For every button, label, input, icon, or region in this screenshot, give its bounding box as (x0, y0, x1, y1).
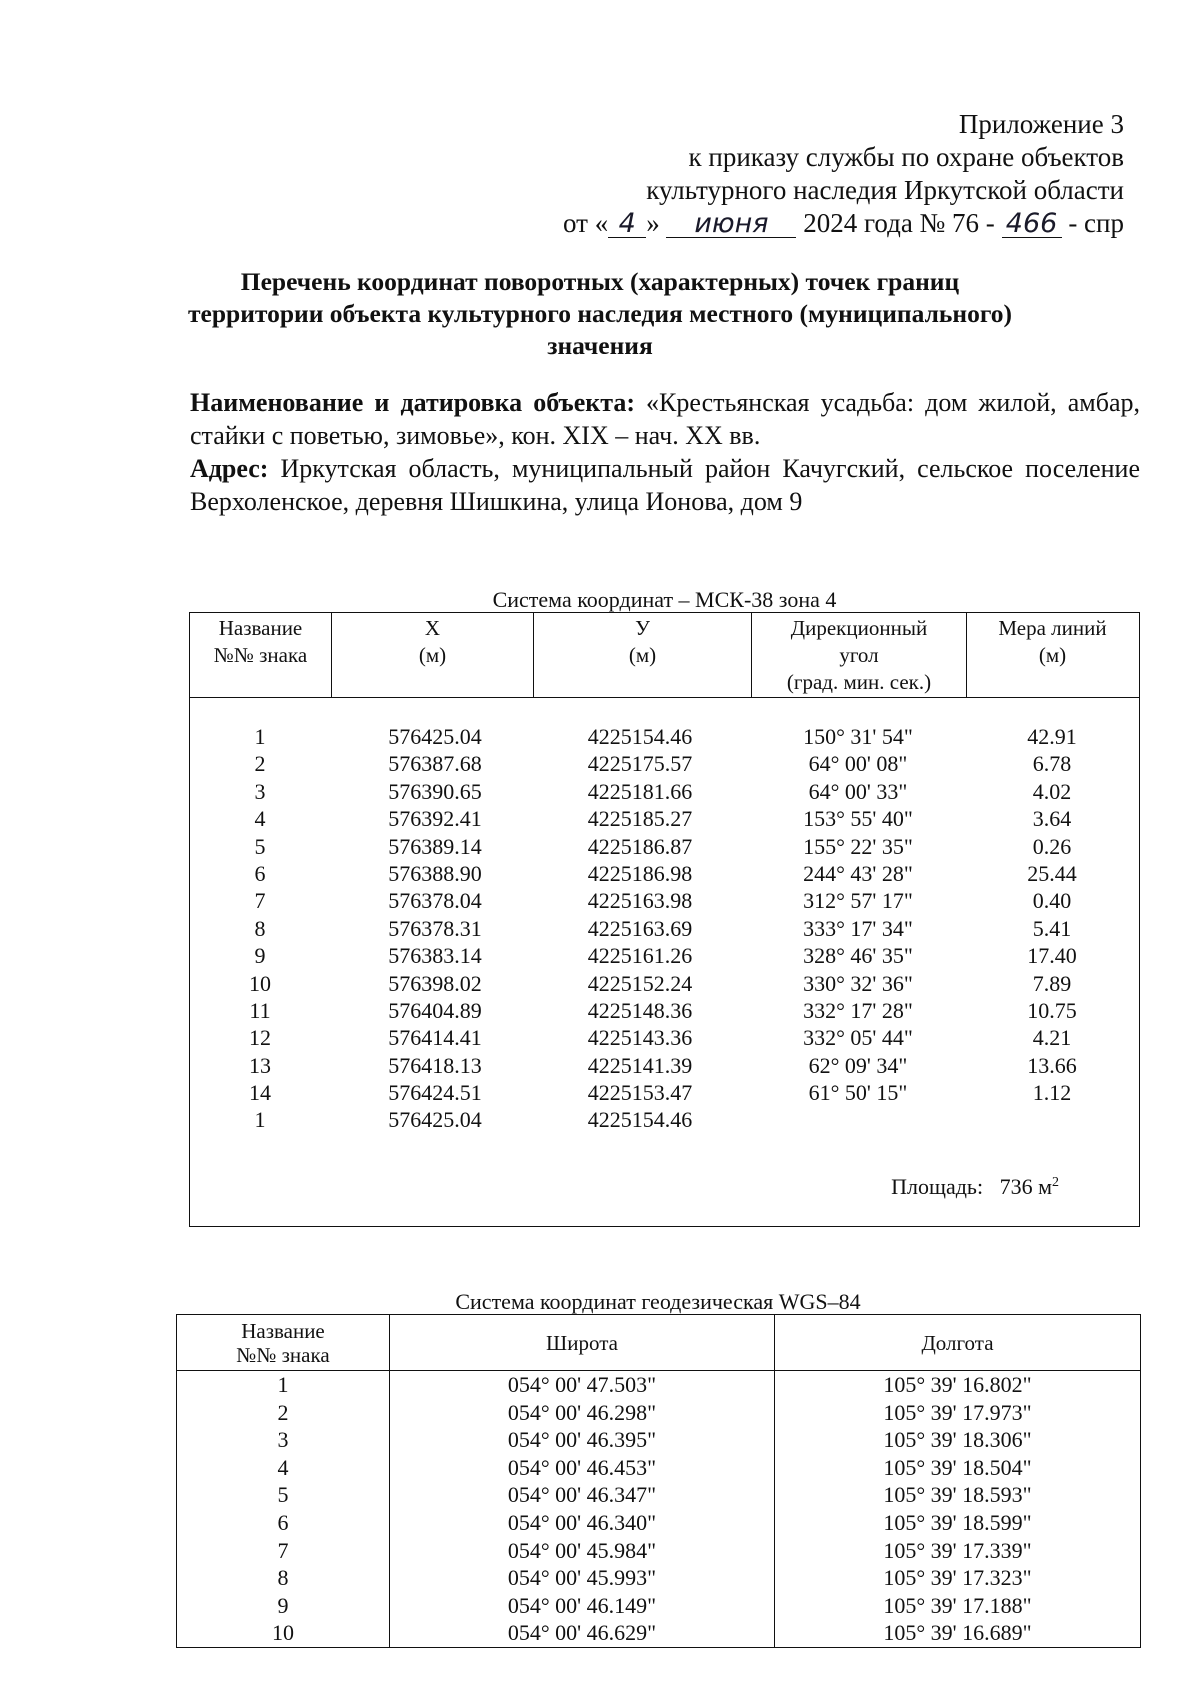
handwritten-month: июня (666, 211, 796, 238)
object-address-label: Адрес: (190, 454, 269, 483)
table-row: 4 054° 00' 46.453" 105° 39' 18.504" (177, 1454, 1141, 1482)
table-row: 2 576387.68 4225175.57 64° 00' 08" 6.78 (254, 751, 1072, 777)
appendix-line-3: культурного наследия Иркутской области (646, 175, 1124, 205)
table-row: 5 576389.14 4225186.87 155° 22' 35" 0.26 (254, 833, 1072, 859)
area-unit-exponent: 2 (1052, 1175, 1059, 1190)
header-point-name: Название №№ знака (213, 616, 308, 667)
title-line-3: значения (547, 331, 653, 360)
header-latitude: Широта (390, 1315, 775, 1371)
handwritten-day: 4 (608, 211, 646, 238)
date-prefix: от « (563, 208, 609, 238)
object-info (190, 386, 1140, 518)
table-row: 11 576404.89 4225148.36 332° 17' 28" 10.75 (249, 997, 1077, 1023)
header-angle: Дирекционный угол (град. мин. сек.) (751, 613, 966, 697)
table-row: 5 054° 00' 46.347" 105° 39' 18.593" (177, 1481, 1141, 1509)
table-row: 4 576392.41 4225185.27 153° 55' 40" 3.64 (254, 806, 1072, 832)
table-row: 12 576414.41 4225143.36 332° 05' 44" 4.21 (249, 1025, 1072, 1051)
appendix-line-2: к приказу службы по охране объектов (688, 142, 1124, 172)
object-name (190, 386, 1140, 452)
object-address (190, 452, 1140, 518)
title-line-1: Перечень координат поворотных (характерных) точек границ (240, 267, 960, 296)
header-longitude: Долгота (775, 1315, 1141, 1371)
object-name-value: «Крестьянская усадьба: дом жилой, амбар, стайки с поветью, зимовье», кон. XIX – нач. XX вв. (190, 388, 1140, 450)
table-row: 8 576378.31 4225163.69 333° 17' 34" 5.41 (254, 915, 1072, 941)
table-row: 13 576418.13 4225141.39 62° 09' 34" 13.66 (249, 1052, 1077, 1078)
handwritten-number: 466 (1002, 211, 1062, 238)
table-row: 8 054° 00' 45.993" 105° 39' 17.323" (177, 1564, 1141, 1592)
table-row: 1 576425.04 4225154.46 (254, 1107, 693, 1133)
wgs-table-header (177, 1315, 1141, 1371)
msk-coordinates-table (189, 612, 1140, 1227)
table-row: 1 576425.04 4225154.46 150° 31' 54" 42.91 (254, 724, 1077, 749)
table-row: 2 054° 00' 46.298" 105° 39' 17.973" (177, 1399, 1141, 1427)
area-value (891, 1174, 1059, 1200)
table-row: 14 576424.51 4225153.47 61° 50' 15" 1.12 (249, 1080, 1072, 1106)
area-label: Площадь: (891, 1174, 984, 1199)
wgs-table-caption: Система координат геодезическая WGS–84 (455, 1289, 861, 1314)
header-length: Мера линий (м) (966, 613, 1138, 697)
table-row: 6 054° 00' 46.340" 105° 39' 18.599" (177, 1509, 1141, 1537)
table-row: 10 054° 00' 46.629" 105° 39' 16.689" (177, 1619, 1141, 1647)
header-y: У (м) (533, 613, 751, 697)
object-name-label: Наименование и датировка объекта: (190, 388, 635, 417)
document-title (160, 266, 1040, 362)
object-address-value: Иркутская область, муниципальный район Качугский, сельское поселение Верхоленское, деревня Шишкина, улица Ионова, дом 9 (190, 454, 1140, 516)
title-line-2: территории объекта культурного наследия местного (муниципального) (187, 299, 1013, 328)
area-number: 736 м (999, 1174, 1052, 1199)
table-row: 7 054° 00' 45.984" 105° 39' 17.339" (177, 1537, 1141, 1565)
table-row: 9 054° 00' 46.149" 105° 39' 17.188" (177, 1592, 1141, 1620)
appendix-date-line (424, 207, 1124, 240)
msk-table-caption: Система координат – МСК-38 зона 4 (492, 587, 837, 612)
table-row: 7 576378.04 4225163.98 312° 57' 17" 0.40 (254, 888, 1072, 914)
date-suffix: - спр (1068, 208, 1124, 238)
table-row: 9 576383.14 4225161.26 328° 46' 35" 17.40 (254, 943, 1077, 969)
table-row: 3 576390.65 4225181.66 64° 00' 33" 4.02 (254, 778, 1072, 804)
date-mid: » (646, 208, 660, 238)
wgs-coordinates-table (176, 1314, 1141, 1648)
table-row: 1 054° 00' 47.503" 105° 39' 16.802" (177, 1371, 1141, 1399)
msk-table-body (190, 723, 1139, 1134)
appendix-line-1: Приложение 3 (958, 109, 1124, 139)
table-row: 3 054° 00' 46.395" 105° 39' 18.306" (177, 1426, 1141, 1454)
appendix-block (424, 108, 1124, 240)
header-x: X (м) (331, 613, 533, 697)
table-row: 6 576388.90 4225186.98 244° 43' 28" 25.44 (254, 860, 1077, 886)
table-row: 10 576398.02 4225152.24 330° 32' 36" 7.89 (249, 970, 1072, 996)
date-year: 2024 года № 76 - (803, 208, 995, 238)
msk-table-header (190, 613, 1139, 698)
header-point-name: Название №№ знака (177, 1315, 390, 1371)
